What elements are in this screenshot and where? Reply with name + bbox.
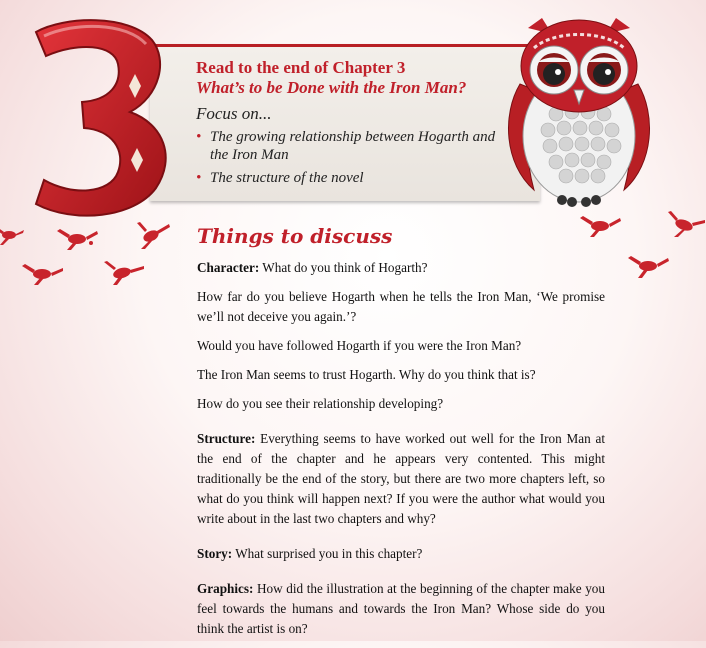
bird-footprint-icon (626, 252, 670, 280)
bird-footprint-icon (100, 258, 146, 286)
question-paragraph: How do you see their relationship developing? (197, 396, 444, 411)
question-paragraph: Graphics: How did the illustration at the beginning of the chapter make you feel towards the humans and towards the Iron Man? Whose side do you think the artist is on? (197, 581, 605, 636)
bird-footprint-icon (20, 262, 64, 286)
bird-footprint-icon (0, 222, 24, 246)
focus-heading: Focus on... (196, 104, 272, 123)
question-paragraph: Would you have followed Hogarth if you were the Iron Man? (197, 338, 522, 353)
question-paragraph: Story: What surprised you in this chapter? (197, 546, 423, 561)
owl-illustration (494, 4, 664, 209)
bird-footprint-icon (578, 212, 622, 238)
focus-item: • The growing relationship between Hogarth and the Iron Man (196, 129, 496, 163)
question-paragraph: How far do you believe Hogarth when he tells the Iron Man, ‘We promise we’ll not deceive you again.’? (197, 289, 605, 324)
focus-item: • The structure of the novel (196, 170, 364, 186)
question-paragraph: Structure: Everything seems to have worked out well for the Iron Man at the end of the chapter and he appears very contented. This might traditionally be the end of the story, but there are two more chapters left, so what do you think will happen next? If you were the author what would you write about in the last two chapters and why? (197, 431, 605, 526)
bird-footprint-icon (664, 210, 706, 238)
section-heading: Things to discuss (197, 224, 393, 248)
question-paragraph: The Iron Man seems to trust Hogarth. Why do you think that is? (197, 367, 536, 382)
bird-footprint-icon (133, 220, 173, 250)
chapter-title: Read to the end of Chapter 3 (196, 58, 406, 77)
chapter-subtitle: What’s to be Done with the Iron Man? (196, 78, 467, 97)
banner-text (196, 58, 506, 192)
questions-body (197, 258, 605, 648)
bird-footprint-icon (55, 225, 99, 251)
big-number-3-graphic (14, 12, 174, 222)
bullet-icon: • (196, 170, 202, 186)
question-paragraph: Character: What do you think of Hogarth? (197, 260, 428, 275)
bullet-icon: • (196, 129, 202, 145)
focus-list (196, 128, 506, 187)
